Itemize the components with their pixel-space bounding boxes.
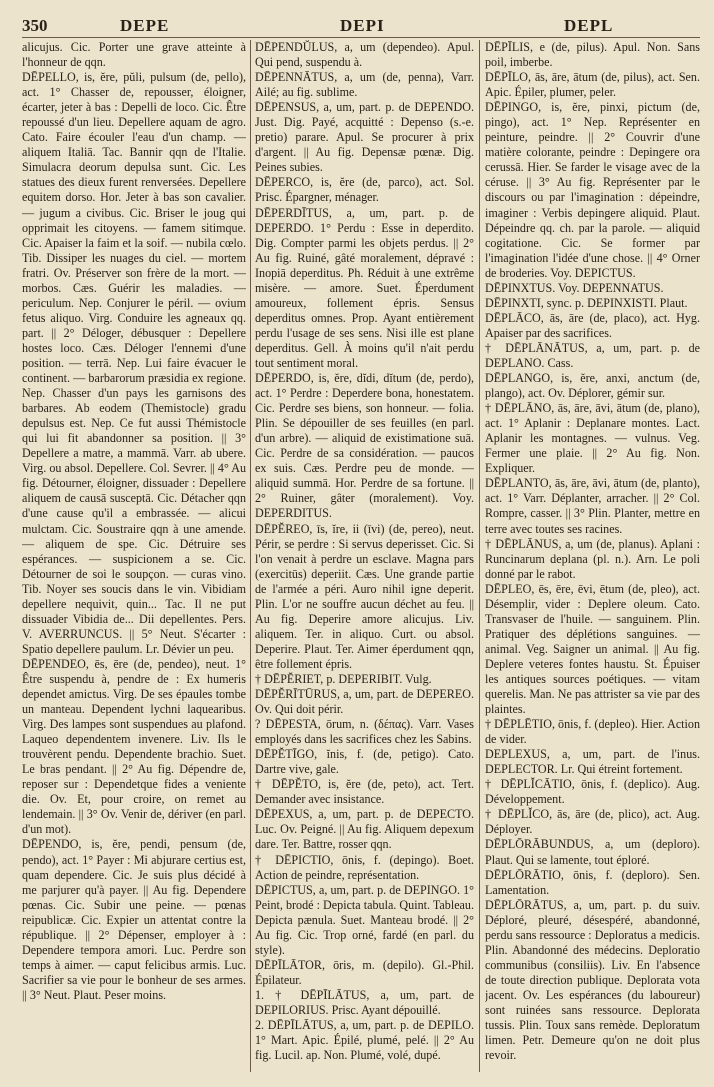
column-1 bbox=[22, 40, 246, 1070]
header-right-word: DEPL bbox=[564, 16, 614, 35]
entry: DĒPINGO, is, ĕre, pinxi, pictum (de, pingo), act. 1° Nep. Représenter en peinture, peindre. || 2° Couvrir d'une matière colorante, peindre : Depingere ora cerussā. Hier. Se farder le visage avec de la céruse. || 3° Au fig. Représenter par le discours ou par l'imagination : dépeindre, imaginer : Verbis depingere aliquid. Plaut. Dépeindre qq. ch. par la parole. — aliquid cogitatione. Cic. Se former par l'imagination l'idée d'une chose. || 4° Orner de broderies. Voy. DEPICTUS. bbox=[485, 100, 700, 280]
column-3 bbox=[485, 40, 700, 1070]
entry: DĒPĪLO, ās, āre, ātum (de, pilus), act. Sen. Apic. Épiler, plumer, peler. bbox=[485, 70, 700, 100]
entry: † DĒPĔRIET, p. DEPERIBIT. Vulg. bbox=[255, 671, 432, 686]
page-number: 350 bbox=[22, 16, 48, 35]
header-rule bbox=[22, 37, 700, 38]
header-center-word: DEPI bbox=[340, 16, 385, 35]
entry: 2. DĒPĪLĀTUS, a, um, part. p. de DEPILO. 1° Mart. Apic. Épilé, plumé, pelé. || 2° Au fig. Lucil. ap. Non. Plumé, volé, dupé. bbox=[255, 1018, 474, 1063]
entry: DĒPENDŬLUS, a, um (dependeo). Apul. Qui pend, suspendu à. bbox=[255, 40, 474, 70]
entry: DĒPĔREO, īs, ĭre, ii (īvi) (de, pereo), neut. Périr, se perdre : Si servus deperisset. Cic. Si l'on venait à perdre un esclave. Magna pars (exercitūs) deperiit. Cæs. Une grande partie de l'armée a péri. Auro nihil igne deperit. Plin. L'or ne souffre aucun déchet au feu. || Au fig. Deperire amore alicujus. Liv. aliquem. Ter. in aliquo. Curt. ou absol. Deperire. Plaut. Ter. Aimer éperdument qqn, être follement épris. bbox=[255, 521, 474, 671]
entry: † DĒPLĒTIO, ōnis, f. (depleo). Hier. Action de vider. bbox=[485, 717, 700, 747]
entry: DĒPĪLĀTOR, ōris, m. (depilo). Gl.-Phil. Épilateur. bbox=[255, 957, 474, 987]
page-header bbox=[22, 16, 696, 38]
entry: DĒPINXTUS. Voy. DEPENNATUS. bbox=[485, 280, 664, 295]
entry: DĒPERDĪTUS, a, um, part. p. de DEPERDO. 1° Perdu : Esse in deperdito. Dig. Compter parmi les objets perdus. || 2° Au fig. Ruiné, gâté moralement, dépravé : Inopiā deperditus. Ph. Réduit à une extrême misère. — amore. Suet. Éperdument amoureux, follement épris. Sensus deperditus omnes. Prop. Ayant entièrement perdu l'usage de ses sens. Nisi ille est plane deperditus. Gell. À moins qu'il n'ait perdu tout sentiment moral. bbox=[255, 205, 474, 370]
entry: † DĒPICTIO, ōnis, f. (depingo). Boet. Action de peindre, représentation. bbox=[255, 852, 474, 882]
entry: † DĒPLĬCĀTIO, ōnis, f. (deplico). Aug. Développement. bbox=[485, 777, 700, 807]
column-2 bbox=[255, 40, 474, 1070]
entry: DĒPEXUS, a, um, part. p. de DEPECTO. Luc. Ov. Peigné. || Au fig. Aliquem depexum dare. Ter. Battre, rosser qqn. bbox=[255, 807, 474, 852]
entry: DĒPĪLIS, e (de, pilus). Apul. Non. Sans poil, imberbe. bbox=[485, 40, 700, 70]
entry: DĒPICTUS, a, um, part. p. de DEPINGO. 1° Peint, brodé : Depicta tabula. Quint. Tableau. Depicta pænula. Suet. Manteau brodé. || 2° Au fig. Cic. Trop orné, fardé (en parl. du style). bbox=[255, 882, 474, 957]
entry: DĒPENSUS, a, um, part. p. de DEPENDO. Just. Dig. Payé, acquitté : Depenso (s.-e. pretio) parare. Apul. Se procurer à prix d'argent. || Au fig. Depensæ pœnæ. Dig. Peines subies. bbox=[255, 100, 474, 175]
entry: alicujus. Cic. Porter une grave atteinte à l'honneur de qqn. bbox=[22, 40, 246, 70]
entry: DĒPLANGO, is, ĕre, anxi, anctum (de, plango), act. Ov. Déplorer, gémir sur. bbox=[485, 371, 700, 401]
entry: DĒPLŌRĀTIO, ōnis, f. (deploro). Sen. Lamentation. bbox=[485, 867, 700, 897]
entry: † DĒPĔTO, is, ĕre (de, peto), act. Tert. Demander avec insistance. bbox=[255, 777, 474, 807]
entry: ? DĒPESTA, ōrum, n. (δέπας). Varr. Vases employés dans les sacrifices chez les Sabins. bbox=[255, 717, 474, 747]
column-divider-1 bbox=[250, 40, 251, 1072]
entry: DĒPĔRĪTŪRUS, a, um, part. de DEPEREO. Ov. Qui doit périr. bbox=[255, 687, 474, 717]
entry: DĒPĔTĪGO, ĭnis, f. (de, petigo). Cato. Dartre vive, gale. bbox=[255, 747, 474, 777]
entry: DĒPENDO, is, ĕre, pendi, pensum (de, pendo), act. 1° Payer : Mi abjurare certius est, quam dependere. Cic. Je suis plus décidé à me parjurer qu'à payer. || Au fig. Dependere pœnas. Cic. Subir une peine. — pœnas reipublicæ. Cic. Expier un attentat contre la république. || 2° Dépenser, employer à : Dependere tempora amori. Luc. Perdre son temps à aimer. — caput felicibus armis. Luc. Sacrifier sa vie pour le bonheur de ses armes. || 3° Neut. Plaut. Peser moins. bbox=[22, 837, 246, 1002]
entry: DĒPLEO, ēs, ēre, ēvi, ētum (de, pleo), act. Désemplir, vider : Deplere oleum. Cato. Transvaser de l'huile. — sanguinem. Plin. Pratiquer des déplétions sanguines. — animal. Veg. Saigner un animal. || Au fig. Deplere veteres fontes haustu. St. Épuiser les antiques sources poétiques. — vitam querelis. Man. Ne pas attrister sa vie par des plaintes. bbox=[485, 581, 700, 717]
entry: DĒPLĀCO, ās, āre (de, placo), act. Hyg. Apaiser par des sacrifices. bbox=[485, 310, 700, 340]
header-left-word: DEPE bbox=[120, 16, 170, 35]
entry: DĒPLŌRĀBUNDUS, a, um (deploro). Plaut. Qui se lamente, tout éploré. bbox=[485, 837, 700, 867]
entry: DĒPLŌRĀTUS, a, um, part. p. du suiv. Déploré, pleuré, désespéré, abandonné, perdu sans ressource : Deploratus a medicis. Plin. Abandonné des médecins. Deploratio communibus (consiliis). Liv. En l'absence de toute direction publique. Deplorata vota jacent. Ov. Les espérances (du laboureur) sont ruinées sans ressource. Deplorata tussis. Plin. Toux sans remède. Deploratum limen. Petr. Demeure qu'on ne doit plus revoir. bbox=[485, 897, 700, 1063]
entry: DEPLEXUS, a, um, part. de l'inus. DEPLECTOR. Lr. Qui étreint fortement. bbox=[485, 747, 700, 777]
column-divider-2 bbox=[479, 40, 480, 1072]
entry: 1. † DĒPĪLĀTUS, a, um, part. de DEPILORIUS. Prisc. Ayant dépouillé. bbox=[255, 987, 474, 1017]
entry: † DĒPLĬCO, ās, āre (de, plico), act. Aug. Déployer. bbox=[485, 807, 700, 837]
entry: DĒPERCO, is, ĕre (de, parco), act. Sol. Prisc. Épargner, ménager. bbox=[255, 175, 474, 205]
entry: † DĒPLĀNO, ās, āre, āvi, ātum (de, plano), act. 1° Aplanir : Deplanare montes. Lact. Aplanir les montagnes. — vulnus. Veg. Fermer une plaie. || 2° Au fig. Non. Expliquer. bbox=[485, 401, 700, 476]
entry: DĒPELLO, is, ĕre, pŭli, pulsum (de, pello), act. 1° Chasser de, repousser, éloigner, écarter, jeter à bas : Depelli de loco. Cic. Être repoussé d'un lieu. Depellere aquam de agro. Cato. Faire écouler l'eau d'un champ. — aliquem Italiā. Tac. Bannir qqn de l'Italie. Simulacra deorum depulsa sunt. Cic. Les statues des dieux furent renversées. Depellere equitem dorso. Hor. Jeter à bas son cavalier. — jugum a civibus. Cic. Briser le joug qui opprimait les citoyens. — famem sitimque. Cic. Apaiser la faim et la soif. — nubila cœlo. Tib. Dissiper les nuages du ciel. — mortem fratri. Ov. Préserver son frère de la mort. — morbos. Cæs. Guérir les maladies. — periculum. Nep. Conjurer le péril. — ovium fetus aliquo. Virg. Conduire les agneaux qq. part. || 2° Déloger, débusquer : Depellere hostes loco. Cæs. Déloger l'ennemi d'une position. — terrā. Nep. Lui faire évacuer le continent. — barbarorum præsidia ex regione. Nep. Chasser d'un pays les garnisons des barbares. Ab eodem (Themistocle) gradu depulsus est. Nep. Ce fut aussi Thémistocle qui lui fit abandonner sa position. || 3° Depellere a matre, a mammā. Varr. ab ubere. Virg. ou absol. Depellere. Col. Sevrer. || 4° Au fig. Détourner, éloigner, dissuader : Depellere aliquem de causā susceptā. Cic. Détacher qqn d'une cause qu'il a embrassée. — alicui mulctam. Cic. Soustraire qqn à une amende. — aliquem de spe. Cic. Détruire ses espérances. — suspicionem a se. Cic. Détourner de soi le soupçon. — curas vino. Tib. Noyer ses soucis dans le vin. Vibidiam depellere nequivit, quin... Tac. Il ne put dissuader Vibidia de... Dii depellentes. Pers. V. AVERRUNCUS. || 5° Neut. S'écarter : Spatio depellere paulum. Lr. Dévier un peu. bbox=[22, 70, 246, 656]
entry: † DĒPLĀNUS, a, um (de, planus). Aplani : Runcinarum deplana (pl. n.). Arn. Le poli donné par le rabot. bbox=[485, 536, 700, 581]
entry: DĒPENNĀTUS, a, um (de, penna), Varr. Ailé; au fig. sublime. bbox=[255, 70, 474, 100]
entry: DĒPLANTO, ās, āre, āvi, ātum (de, planto), act. 1° Varr. Déplanter, arracher. || 2° Col. Rompre, casser. || 3° Plin. Planter, mettre en terre avec toutes ses racines. bbox=[485, 476, 700, 536]
entry: DĒPINXTI, sync. p. DEPINXISTI. Plaut. bbox=[485, 295, 688, 310]
entry: † DĒPLĀNĀTUS, a, um, part. p. de DEPLANO. Cass. bbox=[485, 340, 700, 370]
entry: DĒPENDEO, ēs, ēre (de, pendeo), neut. 1° Être suspendu à, pendre de : Ex humeris dependet amictus. Virg. De ses épaules tombe un manteau. Dependent lychni laquearibus. Virg. Des lampes sont suspendues au plafond. Laqueo dependentem invenere. Liv. Ils le trouvèrent pendu. Dependente brachio. Suet. Le bras pendant. || 2° Au fig. Dépendre de, reposer sur : Dependetque fides a veniente die. Ov. Et, pour croire, on remet au lendemain. || 3° Ov. Venir de, dériver (en parl. d'un mot). bbox=[22, 656, 246, 837]
entry: DĒPERDO, is, ĕre, dĭdi, dĭtum (de, perdo), act. 1° Perdre : Deperdere bona, honestatem. Cic. Perdre ses biens, son honneur. — folia. Plin. Se dépouiller de ses feuilles (en parl. d'un arbre). — aliquid de existimatione suā. Cic. Perdre de sa considération. — paucos ex suis. Cæs. Perdre peu de monde. — aliquid summā. Hor. Perdre de sa fortune. || 2° Ruiner, gâter (moralement). Voy. DEPERDITUS. bbox=[255, 371, 474, 521]
